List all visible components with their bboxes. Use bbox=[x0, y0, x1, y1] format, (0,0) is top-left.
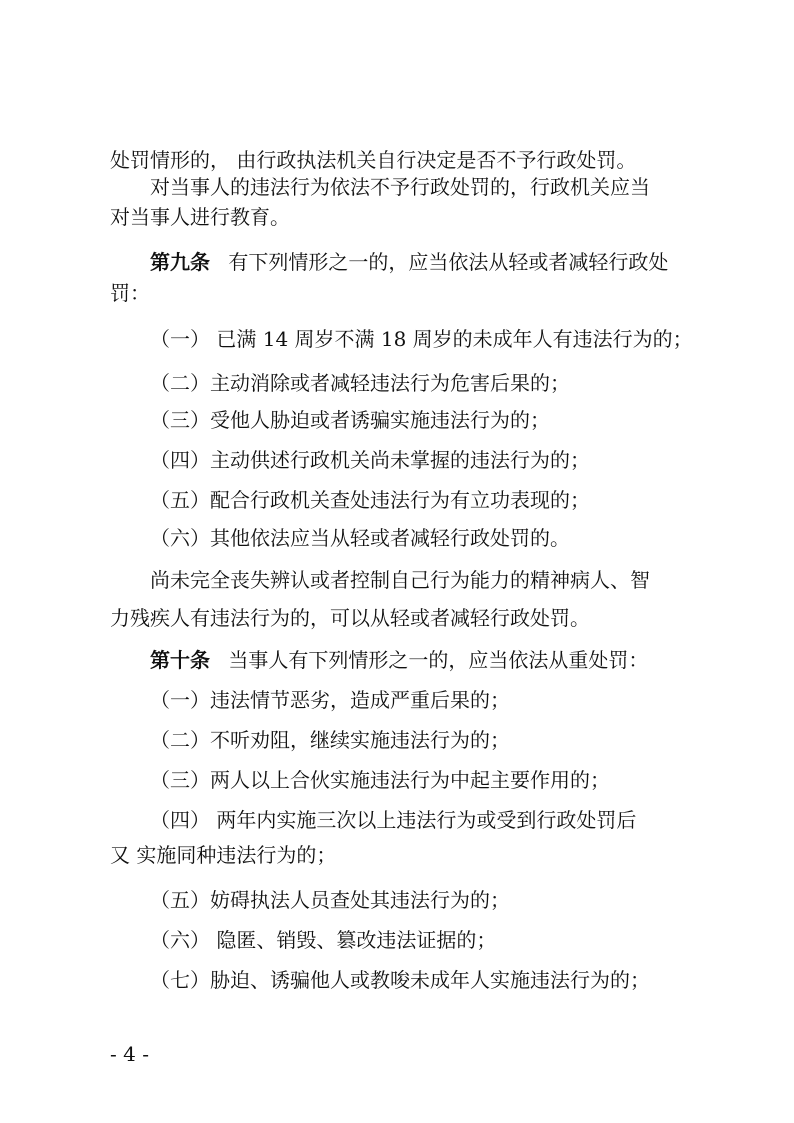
article-10-text: 当事人有下列情形之一的，应当依法从重处罚： bbox=[228, 648, 649, 672]
article-9-line bbox=[150, 248, 668, 276]
paragraph-line-12: 尚未完全丧失辨认或者控制自己行为能力的精神病人、智 bbox=[150, 568, 650, 592]
list-item-9-5: （五）配合行政机关查处违法行为有立功表现的； bbox=[150, 488, 590, 512]
list-item-10-1: （一）违法情节恶劣，造成严重后果的； bbox=[150, 688, 510, 712]
text-line-1: 处罚情形的， 由行政执法机关自行决定是否不予行政处罚。 bbox=[110, 148, 637, 172]
text-line-5: 罚： bbox=[110, 281, 150, 305]
list-item-10-6: （六） 隐匿、销毁、篡改违法证据的； bbox=[150, 928, 497, 952]
list-item-10-7: （七）胁迫、诱骗他人或教唆未成年人实施违法行为的； bbox=[150, 968, 650, 992]
article-10-label: 第十条 bbox=[150, 648, 210, 672]
list-item-9-6: （六）其他依法应当从轻或者减轻行政处罚的。 bbox=[150, 526, 570, 550]
list-item-9-1: （一） 已满 14 周岁不满 18 周岁的未成年人有违法行为的； bbox=[150, 327, 693, 351]
text-line-3: 对当事人进行教育。 bbox=[110, 205, 290, 229]
page-number: - 4 - bbox=[110, 1042, 149, 1066]
list-item-9-4: （四）主动供述行政机关尚未掌握的违法行为的； bbox=[150, 448, 590, 472]
list-item-10-2: （二）不听劝阻，继续实施违法行为的； bbox=[150, 728, 510, 752]
article-10-line bbox=[150, 646, 648, 674]
list-item-10-3: （三）两人以上合伙实施违法行为中起主要作用的； bbox=[150, 768, 610, 792]
list-item-9-3: （三）受他人胁迫或者诱骗实施违法行为的； bbox=[150, 408, 550, 432]
list-item-10-5: （五）妨碍执法人员查处其违法行为的； bbox=[150, 888, 510, 912]
text-line-2: 对当事人的违法行为依法不予行政处罚的，行政机关应当 bbox=[150, 175, 650, 199]
article-9-label: 第九条 bbox=[150, 250, 210, 274]
article-9-text: 有下列情形之一的，应当依法从轻或者减轻行政处 bbox=[228, 250, 669, 274]
paragraph-line-13: 力残疾人有违法行为的，可以从轻或者减轻行政处罚。 bbox=[110, 606, 590, 630]
list-item-9-2: （二）主动消除或者减轻违法行为危害后果的； bbox=[150, 371, 570, 395]
list-item-10-4-cont: 又 实施同种违法行为的； bbox=[110, 843, 337, 867]
list-item-10-4: （四） 两年内实施三次以上违法行为或受到行政处罚后 bbox=[150, 808, 637, 832]
